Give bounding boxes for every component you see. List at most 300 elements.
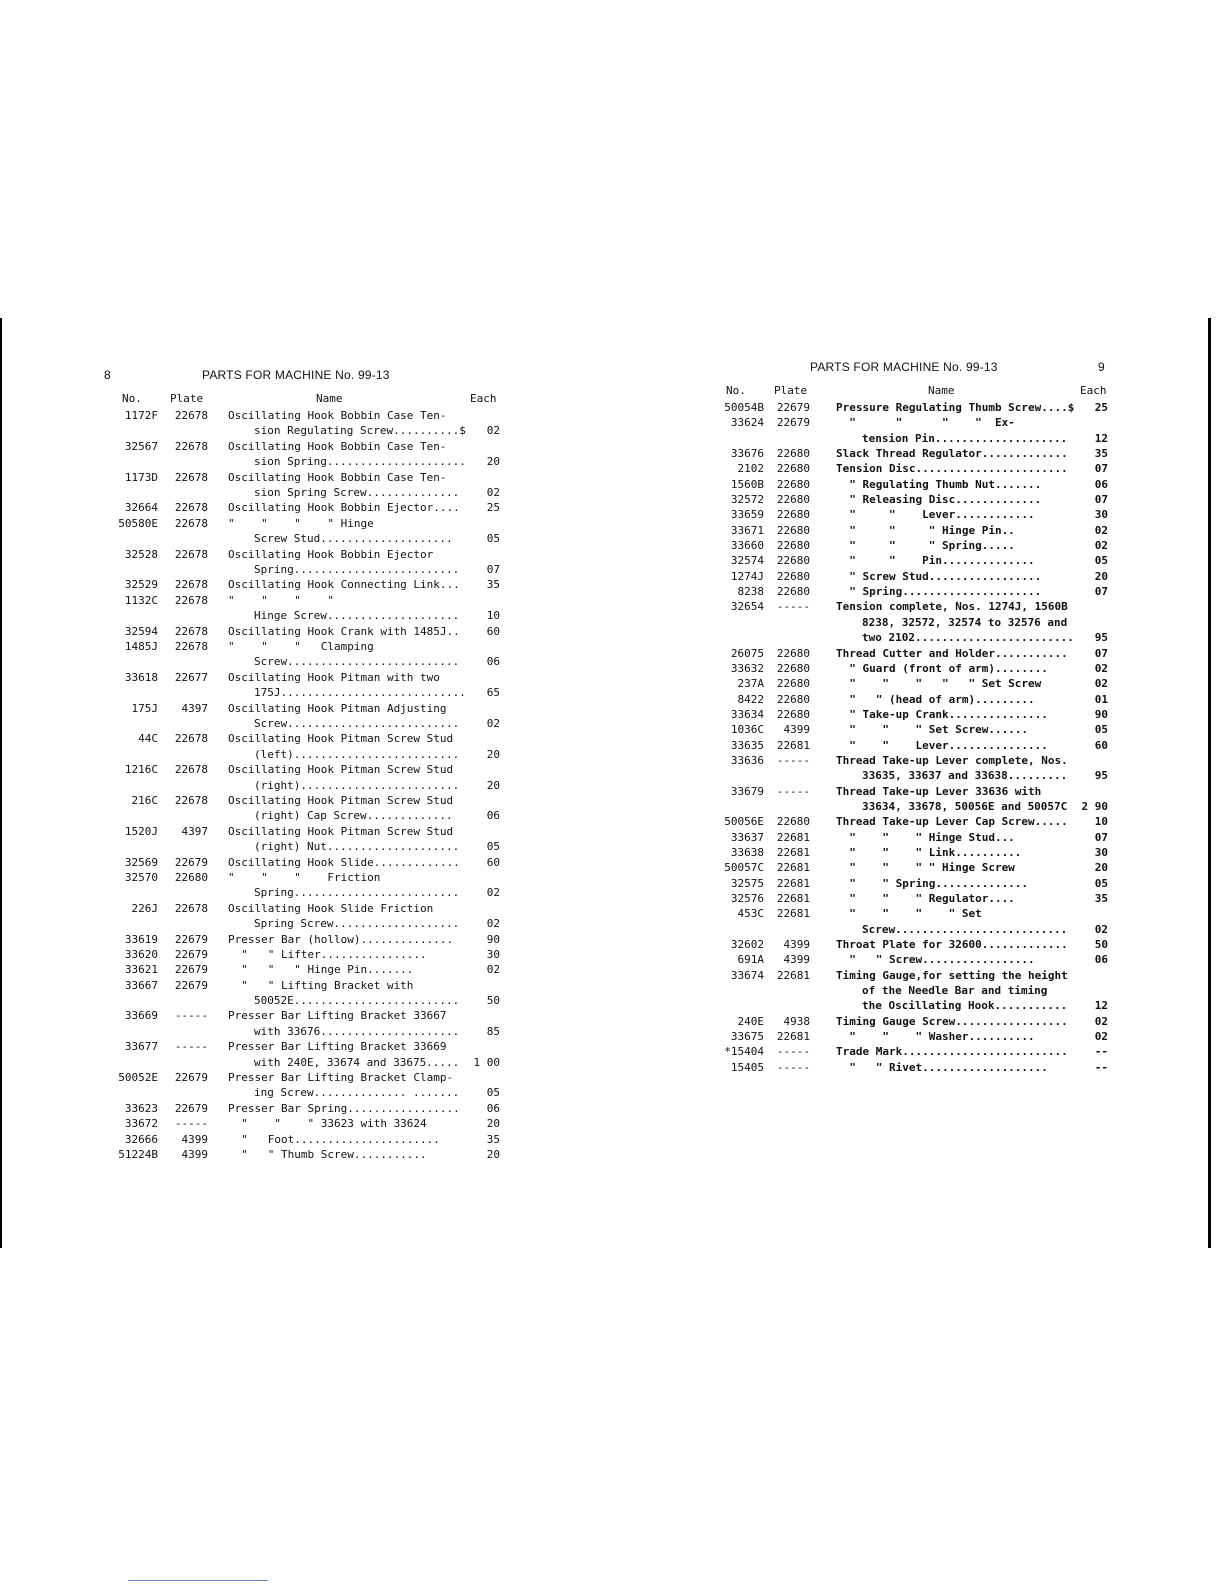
plate-number: 4399 <box>783 938 810 952</box>
price-each: 02 <box>486 424 500 438</box>
part-name: Oscillating Hook Pitman Adjusting <box>228 701 447 715</box>
part-number: 32575 <box>730 876 764 890</box>
part-row <box>718 1014 1118 1029</box>
price-each: 20 <box>486 747 500 761</box>
plate-number: 22679 <box>174 1101 208 1115</box>
part-number: 453C <box>737 907 764 921</box>
col-each: Each <box>1080 384 1107 397</box>
part-name: " " Lever............... <box>836 738 1048 752</box>
col-name: Name <box>928 384 955 397</box>
plate-number: 22678 <box>174 901 208 915</box>
part-name: Presser Bar Lifting Bracket Clamp- <box>228 1071 454 1085</box>
part-number: 15405 <box>730 1060 764 1074</box>
col-no: No. <box>122 392 142 405</box>
plate-number: 22680 <box>776 569 810 583</box>
part-row <box>110 932 510 947</box>
plate-number: 22681 <box>776 876 810 890</box>
price-each: 02 <box>486 917 500 931</box>
col-no: No. <box>726 384 746 397</box>
plate-number: 4399 <box>783 723 810 737</box>
left-scan-edge <box>0 318 2 1248</box>
part-number: 51224B <box>118 1148 158 1162</box>
part-number: 32666 <box>124 1132 158 1146</box>
part-name: Oscillating Hook Bobbin Case Ten- <box>228 470 447 484</box>
plate-number: 4399 <box>181 1148 208 1162</box>
part-name: Pressure Regulating Thumb Screw....$ <box>836 401 1075 414</box>
part-row <box>718 538 1118 553</box>
part-number: 50057C <box>724 861 764 875</box>
plate-number: 22678 <box>174 593 208 607</box>
part-name: " Releasing Disc............. <box>836 493 1042 507</box>
plate-number: 22681 <box>776 907 810 921</box>
part-number: 1274J <box>730 569 764 583</box>
plate-number: 22678 <box>174 763 208 777</box>
price-each: 20 <box>486 778 500 792</box>
price-each: 1 00 <box>473 1055 500 1069</box>
right-scan-edge <box>1208 318 1211 1248</box>
price-each: 02 <box>486 886 500 900</box>
right-page-number: 9 <box>1098 360 1105 374</box>
part-name: Tension Disc....................... <box>836 462 1068 476</box>
part-name: Thread Take-up Lever Cap Screw..... <box>836 815 1068 829</box>
price-each: 05 <box>1094 554 1108 568</box>
price-each: 10 <box>1094 815 1108 829</box>
part-number: 33679 <box>730 784 764 798</box>
part-name: " " " Set Screw...... <box>836 723 1029 737</box>
part-number: 33677 <box>124 1040 158 1054</box>
part-number: 216C <box>131 793 158 807</box>
part-number: 1036C <box>730 723 764 737</box>
plate-number: 22678 <box>174 501 208 515</box>
part-row <box>110 1132 510 1147</box>
part-number: 33671 <box>730 523 764 537</box>
col-name: Name <box>316 392 343 405</box>
part-number: 32594 <box>124 624 158 638</box>
price-each: 35 <box>486 578 500 592</box>
part-number: 8238 <box>737 585 764 599</box>
price-each: 60 <box>486 855 500 869</box>
plate-number: 22680 <box>776 677 810 691</box>
part-row <box>718 523 1118 538</box>
plate-number: 22681 <box>776 861 810 875</box>
part-number: 1560B <box>730 477 764 491</box>
plate-number: 22680 <box>776 554 810 568</box>
part-name: " " " " <box>228 593 334 607</box>
part-row <box>718 492 1118 507</box>
part-row <box>718 1044 1118 1059</box>
part-name: " " Lifting Bracket with <box>228 978 414 992</box>
part-name: " " Thumb Screw........... <box>228 1148 427 1162</box>
price-each: -- <box>1094 1060 1108 1074</box>
price-each: 07 <box>1094 585 1108 599</box>
part-name: Thread Cutter and Holder........... <box>836 646 1068 660</box>
part-name-continuation: 8238, 32572, 32574 to 32576 and <box>862 615 1068 629</box>
part-number: 226J <box>131 901 158 915</box>
part-name: Oscillating Hook Slide............. <box>228 855 460 869</box>
part-name-continuation: sion Regulating Screw..........$ <box>254 424 466 438</box>
part-name-continuation: (right) Cap Screw............. <box>254 809 453 823</box>
part-number: 44C <box>138 732 158 746</box>
part-row <box>110 870 510 901</box>
part-name: " " Screw................. <box>836 953 1035 967</box>
right-column-headers <box>718 384 1118 400</box>
right-page-header <box>718 360 1118 384</box>
price-each: 60 <box>1094 738 1108 752</box>
plate-number: ----- <box>776 1045 810 1059</box>
part-row <box>110 855 510 870</box>
part-name: " " " Hinge Pin....... <box>228 963 414 977</box>
part-name-continuation: (left)......................... <box>254 747 460 761</box>
price-each: 12 <box>1094 999 1108 1013</box>
part-number: 32664 <box>124 501 158 515</box>
plate-number: 22680 <box>776 493 810 507</box>
bottom-margin-line <box>128 1580 268 1581</box>
plate-number: 22679 <box>174 855 208 869</box>
price-each: 12 <box>1094 431 1108 445</box>
plate-number: ----- <box>776 753 810 767</box>
price-each: 02 <box>1094 523 1108 537</box>
part-name: " " " " Ex- <box>836 416 1015 430</box>
part-row <box>718 1029 1118 1044</box>
price-each: 35 <box>1094 447 1108 461</box>
part-name: Oscillating Hook Bobbin Case Ten- <box>228 409 447 422</box>
part-number: 32574 <box>730 554 764 568</box>
price-each: 06 <box>1094 477 1108 491</box>
part-number: 50056E <box>724 815 764 829</box>
plate-number: 4397 <box>181 824 208 838</box>
part-row <box>718 891 1118 906</box>
part-name: " " " Regulator.... <box>836 892 1015 906</box>
plate-number: 22678 <box>174 624 208 638</box>
part-row <box>718 814 1118 829</box>
price-each: 05 <box>1094 723 1108 737</box>
plate-number: 22678 <box>174 516 208 530</box>
part-number: 32572 <box>730 493 764 507</box>
part-number: 33669 <box>124 1009 158 1023</box>
plate-number: 22680 <box>776 447 810 461</box>
part-row <box>718 661 1118 676</box>
part-name-continuation: of the Needle Bar and timing <box>862 984 1048 998</box>
part-name-continuation: two 2102........................ <box>862 631 1074 645</box>
part-name: Slack Thread Regulator............. <box>836 447 1068 461</box>
part-row <box>718 937 1118 952</box>
part-name: Presser Bar Spring................. <box>228 1101 460 1115</box>
part-number: 33620 <box>124 947 158 961</box>
part-name: Oscillating Hook Pitman Screw Stud <box>228 793 454 807</box>
plate-number: 22681 <box>776 968 810 982</box>
plate-number: 4397 <box>181 701 208 715</box>
plate-number: 4938 <box>783 1014 810 1028</box>
part-number: 32569 <box>124 855 158 869</box>
price-each: 20 <box>1094 861 1108 875</box>
price-each: -- <box>1094 1045 1108 1059</box>
plate-number: 22681 <box>776 845 810 859</box>
part-row <box>718 952 1118 967</box>
price-each: 01 <box>1094 692 1108 706</box>
price-each: 06 <box>486 1101 500 1115</box>
part-name-continuation: 33635, 33637 and 33638......... <box>862 769 1068 783</box>
plate-number: 22678 <box>174 439 208 453</box>
part-row <box>110 1008 510 1039</box>
part-name: Thread Take-up Lever 33636 with <box>836 784 1042 798</box>
plate-number: 22681 <box>776 738 810 752</box>
plate-number: 22678 <box>174 639 208 653</box>
part-name-continuation: 33634, 33678, 50056E and 50057C <box>862 799 1068 813</box>
plate-number: ----- <box>776 600 810 614</box>
part-number: 33634 <box>730 707 764 721</box>
plate-number: 22678 <box>174 470 208 484</box>
part-name-continuation: sion Spring..................... <box>254 455 466 469</box>
plate-number: 22681 <box>776 892 810 906</box>
part-name: Oscillating Hook Pitman Screw Stud <box>228 732 454 746</box>
part-name: Thread Take-up Lever complete, Nos. <box>836 753 1068 767</box>
plate-number: ----- <box>174 1009 208 1023</box>
part-name-continuation: 175J............................ <box>254 686 466 700</box>
part-name-continuation: Screw.......................... <box>862 922 1068 936</box>
part-row <box>110 1147 510 1162</box>
part-row <box>110 577 510 592</box>
part-name: Oscillating Hook Crank with 1485J.. <box>228 624 460 638</box>
part-name: " Regulating Thumb Nut....... <box>836 477 1042 491</box>
part-number: 1172F <box>124 409 158 422</box>
left-page-header <box>104 368 510 392</box>
part-row <box>110 1070 510 1101</box>
part-row <box>718 477 1118 492</box>
part-number: 32528 <box>124 547 158 561</box>
part-name: Oscillating Hook Pitman Screw Stud <box>228 824 454 838</box>
part-name: Oscillating Hook Pitman Screw Stud <box>228 763 454 777</box>
part-name-continuation: (right) Nut.................... <box>254 840 460 854</box>
part-number: 32567 <box>124 439 158 453</box>
part-row <box>110 670 510 701</box>
plate-number: 4399 <box>181 1132 208 1146</box>
part-row <box>110 470 510 501</box>
plate-number: 22677 <box>174 670 208 684</box>
plate-number: 4399 <box>783 953 810 967</box>
plate-number: 22679 <box>776 416 810 430</box>
right-page-title: PARTS FOR MACHINE No. 99-13 <box>810 360 998 374</box>
part-number: 240E <box>737 1014 764 1028</box>
price-each: 02 <box>486 963 500 977</box>
plate-number: 22679 <box>174 947 208 961</box>
plate-number: ----- <box>776 1060 810 1074</box>
part-row <box>110 824 510 855</box>
part-number: 33624 <box>730 416 764 430</box>
part-row <box>718 784 1118 815</box>
part-number: 33618 <box>124 670 158 684</box>
price-each: 10 <box>486 609 500 623</box>
part-number: 691A <box>737 953 764 967</box>
part-row <box>718 507 1118 522</box>
part-row <box>110 901 510 932</box>
part-name: Oscillating Hook Bobbin Ejector.... <box>228 501 460 515</box>
part-name: " " " Clamping <box>228 639 374 653</box>
part-name: " Screw Stud................. <box>836 569 1042 583</box>
price-each: 95 <box>1094 631 1108 645</box>
part-name: " " " " " Set Screw <box>836 677 1042 691</box>
price-each: 30 <box>486 947 500 961</box>
part-number: 33623 <box>124 1101 158 1115</box>
part-row <box>110 701 510 732</box>
part-number: 33667 <box>124 978 158 992</box>
col-each: Each <box>470 392 497 405</box>
part-row <box>718 692 1118 707</box>
part-name: " " " " Set <box>836 907 982 921</box>
price-each: 02 <box>486 485 500 499</box>
part-row <box>110 962 510 977</box>
part-name-continuation: sion Spring Screw.............. <box>254 485 460 499</box>
price-each: 60 <box>486 624 500 638</box>
part-row <box>718 722 1118 737</box>
plate-number: 22680 <box>776 585 810 599</box>
part-number: 237A <box>737 677 764 691</box>
part-row <box>718 676 1118 691</box>
part-row <box>718 1060 1118 1075</box>
part-row <box>110 1101 510 1116</box>
part-number: 32654 <box>730 600 764 614</box>
part-number: 33635 <box>730 738 764 752</box>
plate-number: 22680 <box>776 707 810 721</box>
price-each: 05 <box>486 1086 500 1100</box>
part-name: " " " Spring..... <box>836 539 1015 553</box>
part-number: 26075 <box>730 646 764 660</box>
price-each: 35 <box>486 1132 500 1146</box>
plate-number: 22680 <box>776 646 810 660</box>
left-parts-list <box>110 408 510 1162</box>
part-name: " " Rivet................... <box>836 1060 1048 1074</box>
part-number: 33659 <box>730 508 764 522</box>
part-number: 33637 <box>730 830 764 844</box>
part-number: 1132C <box>124 593 158 607</box>
part-name: " " " Hinge Pin.. <box>836 523 1015 537</box>
price-each: 07 <box>1094 462 1108 476</box>
part-number: 33621 <box>124 963 158 977</box>
part-row <box>718 446 1118 461</box>
part-row <box>718 753 1118 784</box>
part-name: " " " Link.......... <box>836 845 1022 859</box>
part-name: Throat Plate for 32600............. <box>836 938 1068 952</box>
plate-number: 22678 <box>174 578 208 592</box>
col-plate: Plate <box>774 384 808 397</box>
part-row <box>110 947 510 962</box>
part-row <box>718 968 1118 1014</box>
part-number: 1216C <box>124 763 158 777</box>
part-number: 50052E <box>118 1071 158 1085</box>
price-each: 35 <box>1094 892 1108 906</box>
part-row <box>718 845 1118 860</box>
price-each: 02 <box>1094 922 1108 936</box>
plate-number: 22680 <box>174 870 208 884</box>
part-name-continuation: tension Pin.................... <box>862 431 1068 445</box>
part-number: 32570 <box>124 870 158 884</box>
price-each: 02 <box>1094 539 1108 553</box>
plate-number: 22678 <box>174 409 208 422</box>
price-each: 20 <box>486 1117 500 1131</box>
plate-number: 22680 <box>776 692 810 706</box>
part-name-continuation: 50052E......................... <box>254 994 460 1008</box>
part-name: Oscillating Hook Pitman with two <box>228 670 440 684</box>
plate-number: 22680 <box>776 661 810 675</box>
plate-number: 22680 <box>776 539 810 553</box>
part-name-continuation: Screw.......................... <box>254 716 460 730</box>
part-number: 8422 <box>737 692 764 706</box>
part-name: " " (head of arm)......... <box>836 692 1035 706</box>
price-each: 90 <box>486 932 500 946</box>
part-row <box>110 1116 510 1131</box>
left-column-headers <box>110 392 510 408</box>
part-name-continuation: Spring......................... <box>254 886 460 900</box>
part-name-continuation: with 33676..................... <box>254 1024 460 1038</box>
part-name-continuation: Screw Stud.................... <box>254 532 453 546</box>
price-each: 02 <box>486 716 500 730</box>
plate-number: 22678 <box>174 793 208 807</box>
part-name-continuation: Screw.......................... <box>254 655 460 669</box>
part-row <box>718 646 1118 661</box>
part-row <box>110 624 510 639</box>
plate-number: 22680 <box>776 815 810 829</box>
part-row <box>110 762 510 793</box>
part-number: 50580E <box>118 516 158 530</box>
part-name: " " Pin.............. <box>836 554 1035 568</box>
left-page <box>104 368 510 1162</box>
part-name: Presser Bar Lifting Bracket 33667 <box>228 1009 447 1023</box>
price-each: 07 <box>486 562 500 576</box>
part-number: 33675 <box>730 1030 764 1044</box>
price-each: 30 <box>1094 845 1108 859</box>
part-row <box>718 599 1118 645</box>
part-name: Oscillating Hook Slide Friction <box>228 901 434 915</box>
part-number: 33674 <box>730 968 764 982</box>
plate-number: 22681 <box>776 1030 810 1044</box>
part-name: " " " 33623 with 33624 <box>228 1117 427 1131</box>
price-each: 90 <box>1094 707 1108 721</box>
part-number: 32602 <box>730 938 764 952</box>
part-row <box>718 860 1118 875</box>
part-name: " " " Friction <box>228 870 381 884</box>
part-row <box>110 731 510 762</box>
part-name: " Take-up Crank............... <box>836 707 1048 721</box>
price-each: 06 <box>486 809 500 823</box>
part-number: 32576 <box>730 892 764 906</box>
plate-number: 22679 <box>174 978 208 992</box>
price-each: 05 <box>486 840 500 854</box>
part-name: Trade Mark......................... <box>836 1045 1068 1059</box>
price-each: 06 <box>1094 953 1108 967</box>
part-name-continuation: Spring Screw................... <box>254 917 460 931</box>
price-each: 25 <box>1094 401 1108 414</box>
part-row <box>718 569 1118 584</box>
part-row <box>110 547 510 578</box>
part-row <box>110 1039 510 1070</box>
plate-number: 22678 <box>174 547 208 561</box>
part-row <box>110 978 510 1009</box>
part-row <box>110 793 510 824</box>
part-row <box>110 500 510 515</box>
part-name: " Spring..................... <box>836 585 1042 599</box>
price-each: 02 <box>1094 1030 1108 1044</box>
part-name: Presser Bar Lifting Bracket 33669 <box>228 1040 447 1054</box>
plate-number: ----- <box>174 1117 208 1131</box>
col-plate: Plate <box>170 392 204 405</box>
part-name-continuation: with 240E, 33674 and 33675..... <box>254 1055 460 1069</box>
price-each: 85 <box>486 1024 500 1038</box>
price-each: 30 <box>1094 508 1108 522</box>
price-each: 2 90 <box>1081 799 1108 813</box>
part-number: 33619 <box>124 932 158 946</box>
plate-number: 22679 <box>174 932 208 946</box>
plate-number: 22680 <box>776 523 810 537</box>
part-row <box>718 707 1118 722</box>
